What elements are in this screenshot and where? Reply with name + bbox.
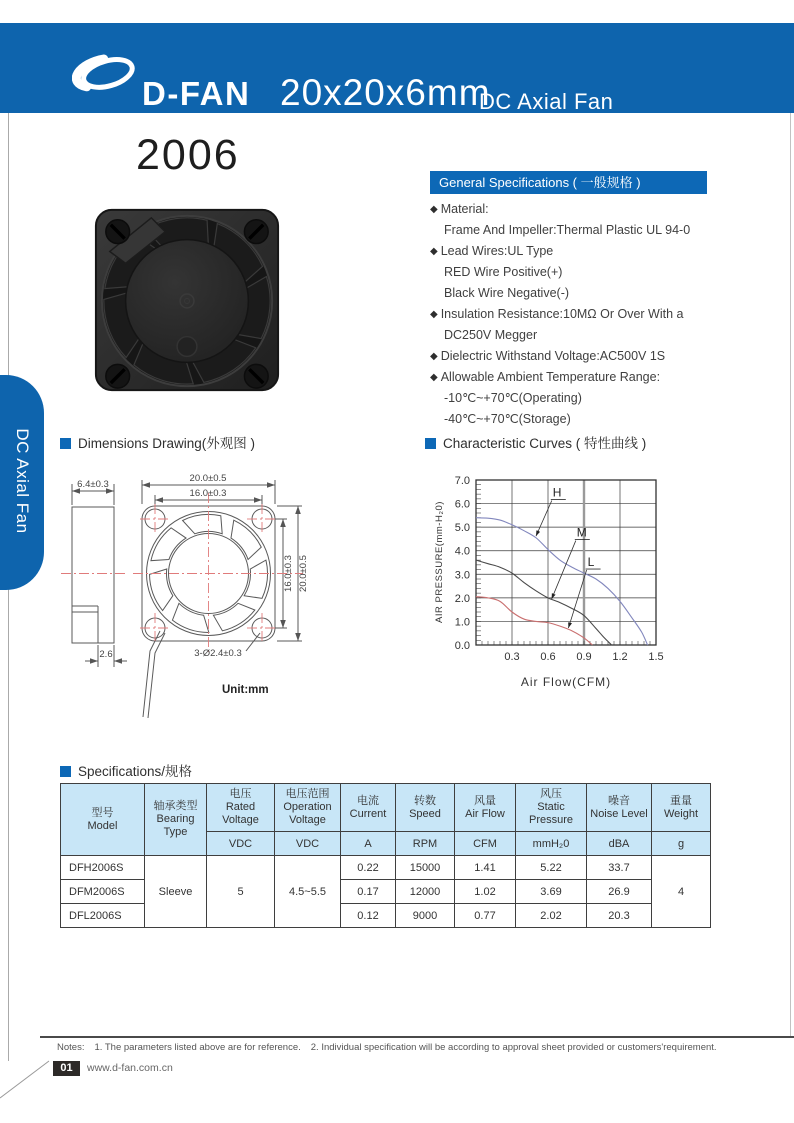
cell-pressure: 2.02 xyxy=(516,904,587,928)
curve-label-H: H xyxy=(552,485,562,500)
col-header-noise: 噪音 Noise Level xyxy=(587,784,652,832)
cell-weight: 4 xyxy=(652,856,711,928)
cell-pressure: 5.22 xyxy=(516,856,587,880)
curve-L xyxy=(476,597,592,645)
unit-g: g xyxy=(652,832,711,856)
dim-hole-pitch-w: 16.0±0.3 xyxy=(189,488,227,499)
cell-bearing: Sleeve xyxy=(145,856,207,928)
chart-x-axis-label: Air Flow(CFM) xyxy=(520,675,612,689)
list-item: ◆ Material: xyxy=(430,202,489,216)
curve-label-L: L xyxy=(587,555,595,570)
brand-name: D-FAN xyxy=(142,75,251,112)
cell-speed: 15000 xyxy=(396,856,455,880)
svg-text:7.0: 7.0 xyxy=(454,475,470,487)
list-item: ◆ Dielectric Withstand Voltage:AC500V 1S xyxy=(430,349,666,363)
dimensions-section-title: Dimensions Drawing(外观图 ) xyxy=(60,432,255,452)
curve-H xyxy=(476,518,648,645)
diamond-bullet-icon: ◆ xyxy=(430,351,438,362)
svg-text:2.0: 2.0 xyxy=(454,592,470,605)
list-item: RED Wire Positive(+) xyxy=(444,265,563,279)
cell-airflow: 1.41 xyxy=(455,856,516,880)
unit-dba: dBA xyxy=(587,832,652,856)
unit-rpm: RPM xyxy=(396,832,455,856)
dim-hole-pitch-h: 16.0±0.3 xyxy=(283,555,294,592)
col-header-weight: 重量 Weight xyxy=(652,784,711,832)
model-heading: 2006 xyxy=(136,131,240,179)
unit-mmh2o: mmH₂0 xyxy=(516,832,587,856)
general-specs-list xyxy=(430,199,760,430)
d-fan-logo-icon xyxy=(72,50,140,94)
cell-airflow: 0.77 xyxy=(455,904,516,928)
fan-photo xyxy=(88,200,286,398)
col-header-operation-voltage: 电压范围 Operation Voltage xyxy=(275,784,341,832)
website-link[interactable]: www.d-fan.com.cn xyxy=(87,1062,173,1074)
svg-text:1.2: 1.2 xyxy=(612,651,628,663)
characteristic-curves-chart xyxy=(420,455,750,705)
chart-y-axis-label: AIR PRESSURE(mm-H₂0) xyxy=(434,501,445,623)
spec-table xyxy=(60,783,711,928)
svg-text:4.0: 4.0 xyxy=(454,545,470,558)
svg-text:6.0: 6.0 xyxy=(454,498,470,511)
svg-text:0.6: 0.6 xyxy=(540,651,556,663)
list-item: Black Wire Negative(-) xyxy=(444,286,570,300)
dim-mounting-holes: 3-Ø2.4±0.3 xyxy=(194,648,242,659)
list-item: Frame And Impeller:Thermal Plastic UL 94-0 xyxy=(444,223,691,237)
col-header-current: 电流 Current xyxy=(341,784,396,832)
diamond-bullet-icon: ◆ xyxy=(430,246,438,257)
cell-current: 0.22 xyxy=(341,856,396,880)
unit-vdc: VDC xyxy=(275,832,341,856)
cell-model: DFH2006S xyxy=(61,856,145,880)
diamond-bullet-icon: ◆ xyxy=(430,309,438,320)
notes-divider xyxy=(40,1036,794,1038)
cell-noise: 20.3 xyxy=(587,904,652,928)
cell-current: 0.12 xyxy=(341,904,396,928)
page-corner-diagonal xyxy=(0,1055,52,1103)
list-item: -40℃~+70℃(Storage) xyxy=(444,412,571,426)
cell-model: DFM2006S xyxy=(61,880,145,904)
spec-section-title: Specifications/规格 xyxy=(60,760,192,780)
cell-noise: 26.9 xyxy=(587,880,652,904)
col-header-model: 型号 Model xyxy=(61,784,145,856)
svg-text:1.0: 1.0 xyxy=(454,616,470,629)
cell-model: DFL2006S xyxy=(61,904,145,928)
unit-cfm: CFM xyxy=(455,832,516,856)
list-item: DC250V Megger xyxy=(444,328,538,342)
curve-M xyxy=(476,560,612,645)
page-title-size: 20x20x6mm xyxy=(280,72,491,113)
curve-label-M: M xyxy=(576,525,587,540)
diamond-bullet-icon: ◆ xyxy=(430,204,438,215)
notes-text: Notes: 1. The parameters listed above are for reference. 2. Individual specification will be according to approval sheet provided or customers'requirement. xyxy=(57,1042,717,1053)
cell-noise: 33.7 xyxy=(587,856,652,880)
cell-speed: 12000 xyxy=(396,880,455,904)
general-specs-title-bar: General Specifications ( 一般规格 ) xyxy=(430,171,707,194)
svg-text:5.0: 5.0 xyxy=(454,522,470,535)
cell-airflow: 1.02 xyxy=(455,880,516,904)
unit-vdc: VDC xyxy=(207,832,275,856)
col-header-speed: 转数 Speed xyxy=(396,784,455,832)
section-square-icon xyxy=(60,438,71,449)
section-square-icon xyxy=(60,766,71,777)
col-header-static-pressure: 风压 Static Pressure xyxy=(516,784,587,832)
svg-text:0.0: 0.0 xyxy=(454,640,470,652)
dimensions-drawing xyxy=(55,455,400,745)
unit-a: A xyxy=(341,832,396,856)
svg-text:3.0: 3.0 xyxy=(454,569,470,582)
svg-text:1.5: 1.5 xyxy=(648,651,664,663)
table-row xyxy=(61,856,711,880)
unit-note: Unit:mm xyxy=(222,684,269,696)
cell-rated-voltage: 5 xyxy=(207,856,275,928)
curves-section-title: Characteristic Curves ( 特性曲线 ) xyxy=(425,432,646,452)
list-item: -10℃~+70℃(Operating) xyxy=(444,391,582,405)
diamond-bullet-icon: ◆ xyxy=(430,372,438,383)
section-square-icon xyxy=(425,438,436,449)
dim-front-height: 20.0±0.5 xyxy=(298,555,309,592)
cell-operation-voltage: 4.5~5.5 xyxy=(275,856,341,928)
list-item: ◆ Lead Wires:UL Type xyxy=(430,244,554,258)
side-tab-dc-axial-fan xyxy=(0,375,44,590)
svg-text:0.9: 0.9 xyxy=(576,651,592,663)
col-header-rated-voltage: 电压 Rated Voltage xyxy=(207,784,275,832)
svg-text:0.3: 0.3 xyxy=(504,651,520,663)
side-tab-label: DC Axial Fan xyxy=(13,428,32,534)
list-item: ◆ Insulation Resistance:10MΩ Or Over With a xyxy=(430,307,684,321)
cell-pressure: 3.69 xyxy=(516,880,587,904)
page-number-badge: 01 xyxy=(53,1061,80,1076)
header-band xyxy=(0,23,794,113)
dim-front-width: 20.0±0.5 xyxy=(189,473,227,484)
col-header-airflow: 风量 Air Flow xyxy=(455,784,516,832)
list-item: ◆ Allowable Ambient Temperature Range: xyxy=(430,370,661,384)
cell-speed: 9000 xyxy=(396,904,455,928)
dim-side-width: 6.4±0.3 xyxy=(77,479,109,490)
col-header-bearing: 轴承类型 Bearing Type xyxy=(145,784,207,856)
page-title-product-type: DC Axial Fan xyxy=(479,89,614,114)
cell-current: 0.17 xyxy=(341,880,396,904)
page-border-right xyxy=(790,113,791,1037)
dim-side-step: 2.6 xyxy=(99,649,113,660)
